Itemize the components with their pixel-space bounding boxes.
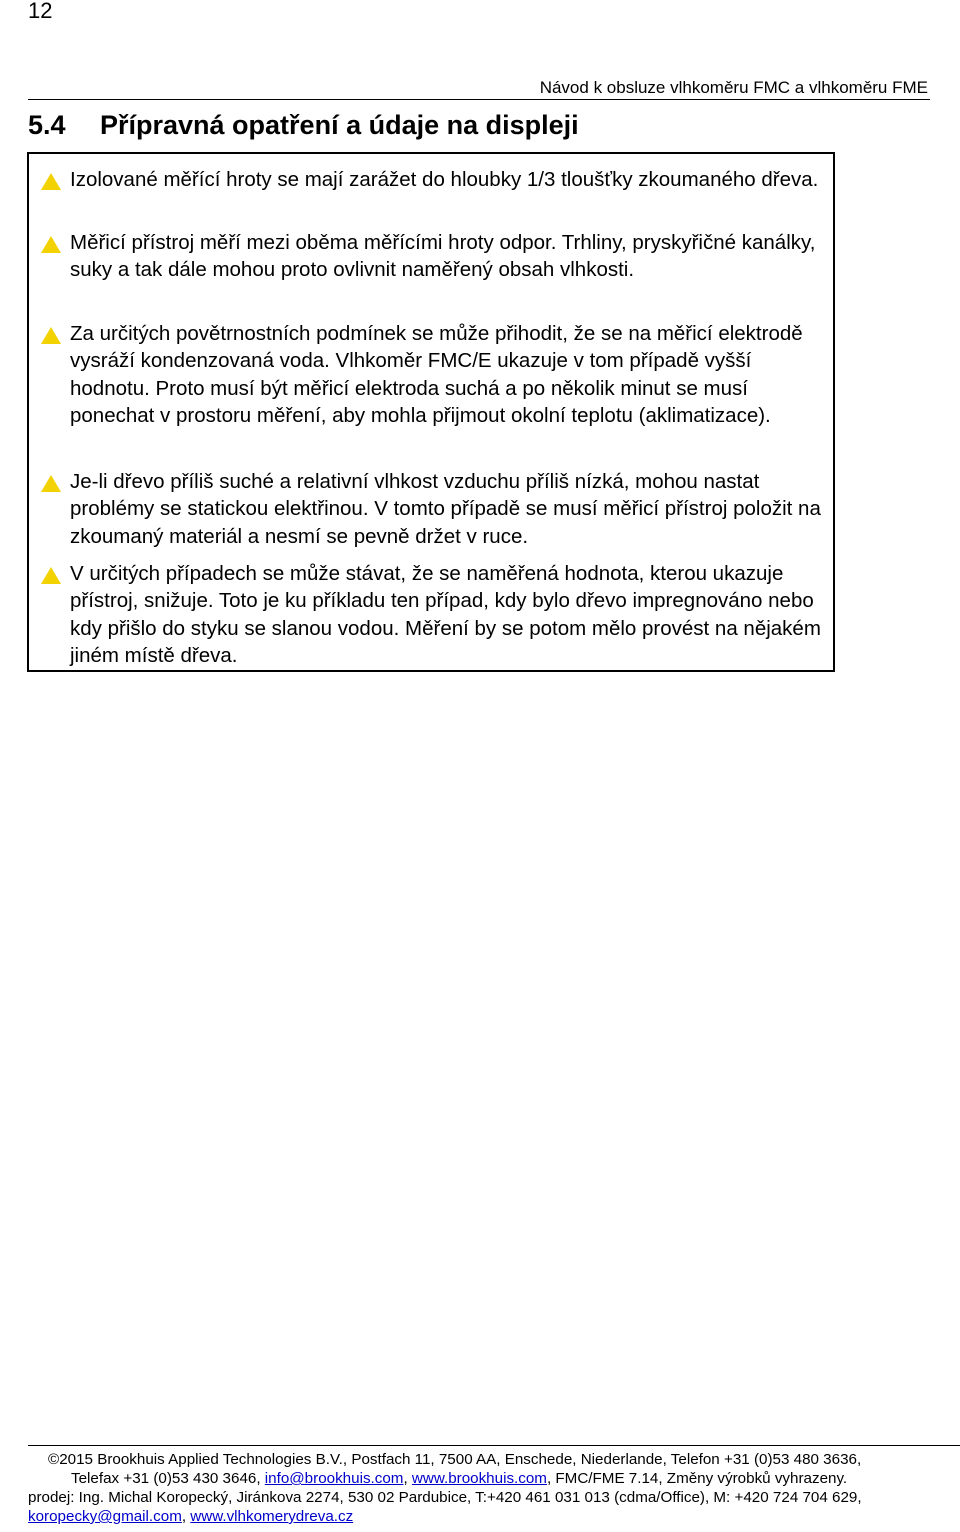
warning-triangle-icon — [41, 236, 61, 253]
notice-item — [41, 560, 825, 669]
footer-sales-email-link[interactable]: koropecky@gmail.com — [28, 1508, 182, 1525]
section-title: Přípravná opatření a údaje na displeji — [100, 110, 579, 140]
footer-website-link[interactable]: www.brookhuis.com — [411, 1470, 547, 1487]
notice-item — [41, 320, 825, 429]
header-divider — [28, 99, 930, 100]
warning-triangle-icon — [41, 173, 61, 190]
page-footer — [28, 1450, 960, 1526]
notice-text: Je-li dřevo příliš suché a relativní vlhkost vzduchu příliš nízká, mohou nastat problémy se statickou elektřinou. V tomto případě se musí měřicí přístroj položit na zkoumaný materiál a nesmí se pevně držet v ruce. — [70, 470, 821, 548]
notice-text: Za určitých povětrnostních podmínek se může přihodit, že se na měřicí elektrodě vysráží kondenzovaná voda. Vlhkoměr FMC/E ukazuje v tom případě vyšší hodnotu. Proto musí být měřicí elektroda suchá a po několik minut se musí ponechat v prostoru měření, aby mohla přijmout okolní teplotu (aklimatizace). — [70, 322, 803, 427]
section-number: 5.4 — [28, 110, 66, 140]
footer-divider — [28, 1445, 960, 1446]
notice-item — [41, 468, 825, 550]
page-number: 12 — [28, 0, 53, 23]
footer-separator: , — [181, 1508, 191, 1525]
footer-sales: prodej: Ing. Michal Koropecký, Jiránkova 2274, 530 02 Pardubice, T:+420 461 031 013 (cdma/Office), M: +420 724 704 629, — [28, 1489, 862, 1506]
notice-item — [41, 166, 825, 193]
footer-product-note: , FMC/FME 7.14, Změny výrobků vyhrazeny. — [546, 1470, 848, 1487]
notice-text: Měřicí přístroj měří mezi oběma měřícími hroty odpor. Trhliny, pryskyřičné kanálky, suky a tak dále mohou proto ovlivnit naměřený obsah vlhkosti. — [70, 231, 816, 282]
notice-text: Izolované měřící hroty se mají zarážet do hloubky 1/3 tloušťky zkoumaného dřeva. — [70, 168, 819, 191]
footer-sales-links — [28, 1507, 960, 1526]
footer-contact — [28, 1469, 960, 1488]
notice-item — [41, 229, 825, 284]
document-header-title: Návod k obsluze vlhkoměru FMC a vlhkoměru FME — [539, 78, 928, 97]
footer-fax: Telefax +31 (0)53 430 3646, — [71, 1470, 265, 1487]
footer-separator: , — [403, 1470, 412, 1487]
warning-triangle-icon — [41, 475, 61, 492]
section-heading — [28, 110, 579, 141]
warning-triangle-icon — [41, 567, 61, 584]
notice-text: V určitých případech se může stávat, že se naměřená hodnota, kterou ukazuje přístroj, snižuje. Toto je ku příkladu ten případ, kdy bylo dřevo impregnováno nebo kdy přišlo do styku se slanou vodou. Měření by se potom mělo provést na nějakém jiném místě dřeva. — [70, 562, 821, 667]
footer-sales-website-link[interactable]: www.vlhkomerydreva.cz — [190, 1508, 354, 1525]
footer-copyright: ©2015 Brookhuis Applied Technologies B.V., Postfach 11, 7500 AA, Enschede, Niederlande, Telefon +31 (0)53 480 3636, — [48, 1451, 862, 1468]
notice-box — [27, 152, 835, 672]
footer-email-link[interactable]: info@brookhuis.com — [264, 1470, 404, 1487]
warning-triangle-icon — [41, 327, 61, 344]
